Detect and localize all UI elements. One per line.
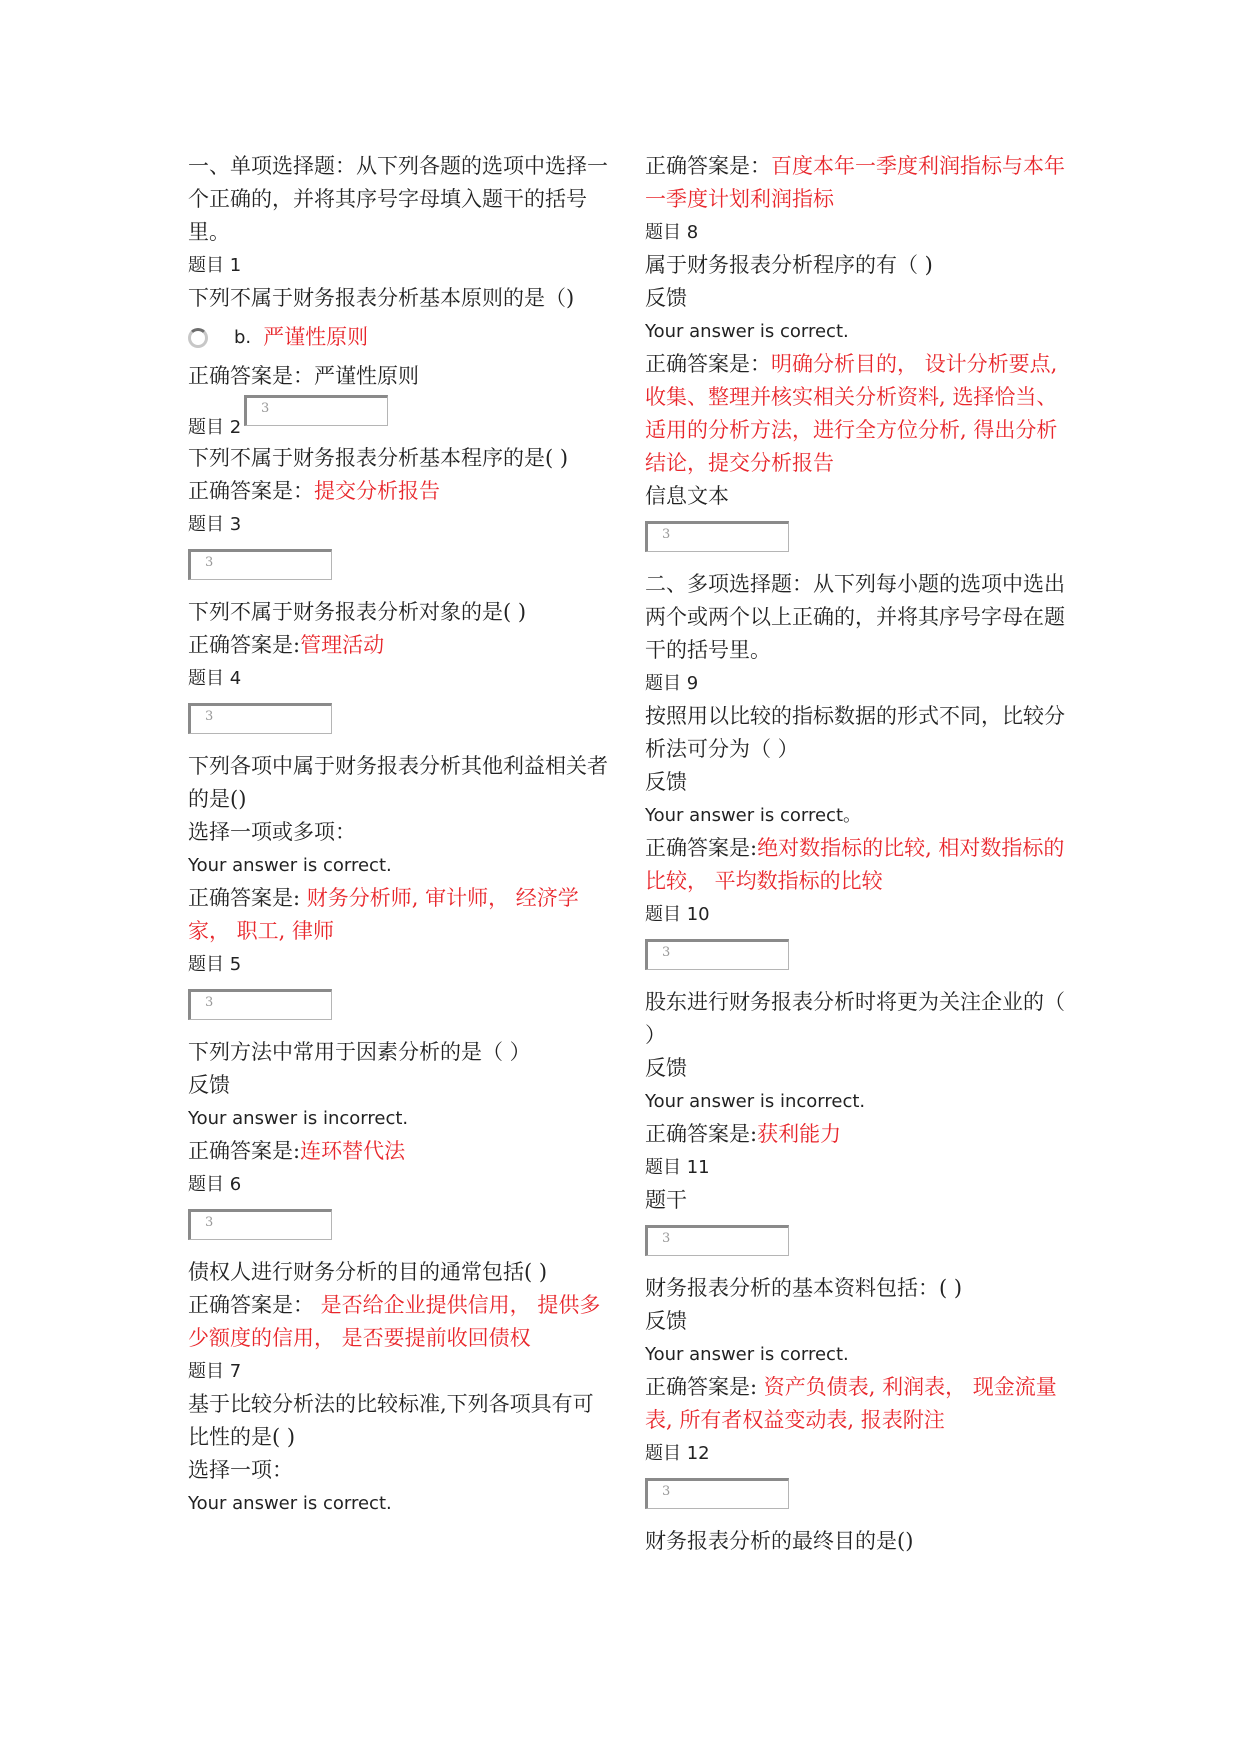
answer-result: Your answer is correct. (188, 1493, 392, 1514)
answer-result: Your answer is correct。 (645, 805, 862, 826)
question-label: 题目 8 (645, 222, 699, 243)
question-text: 财务报表分析的最终目的是() (645, 1529, 914, 1553)
right-column (645, 150, 1065, 1558)
question-text: 债权人进行财务分析的目的通常包括( ) (188, 1260, 548, 1284)
question-label: 题目 5 (188, 954, 242, 975)
correct-answer: 正确答案是：严谨性原则 (188, 364, 419, 388)
answer-option (188, 321, 608, 354)
feedback-label: 反馈 (188, 1073, 230, 1097)
question-text: 股东进行财务报表分析时将更为关注企业的（ ） (645, 990, 1065, 1047)
question-text: 按照用以比较的指标数据的形式不同，比较分析法可分为（ ） (645, 704, 1065, 761)
correct-answer: 正确答案是：百度本年一季度利润指标与本年一季度计划利润指标 (645, 154, 1065, 211)
feedback-label: 反馈 (645, 1309, 687, 1333)
question-label: 题目 9 (645, 673, 699, 694)
correct-answer: 正确答案是:获利能力 (645, 1122, 842, 1146)
feedback-label: 反馈 (645, 1056, 687, 1080)
answer-input-box[interactable]: 3 (188, 549, 332, 580)
answer-result: Your answer is correct. (188, 855, 392, 876)
question-text: 下列不属于财务报表分析基本程序的是( ) (188, 446, 569, 470)
correct-answer: 正确答案是:管理活动 (188, 633, 385, 657)
answer-input-box[interactable]: 3 (188, 703, 332, 734)
question-text: 属于财务报表分析程序的有（ ) (645, 253, 933, 277)
info-text: 信息文本 (645, 484, 729, 508)
question-stem-label: 题干 (645, 1188, 687, 1212)
radio-icon[interactable] (188, 328, 208, 348)
correct-answer: 正确答案是:绝对数指标的比较, 相对数指标的比较， 平均数指标的比较 (645, 836, 1065, 893)
answer-input-box[interactable]: 3 (645, 1478, 789, 1509)
answer-result: Your answer is correct. (645, 321, 849, 342)
correct-answer: 正确答案是：提交分析报告 (188, 479, 440, 503)
choose-hint: 选择一项或多项： (188, 820, 356, 844)
answer-input-box[interactable]: 3 (188, 1209, 332, 1240)
left-column (188, 150, 608, 1520)
question-label: 题目 2 (188, 417, 242, 438)
option-text: 严谨性原则 (263, 325, 369, 349)
correct-answer: 正确答案是: 资产负债表, 利润表， 现金流量表, 所有者权益变动表, 报表附注 (645, 1375, 1057, 1432)
question-label: 题目 1 (188, 255, 242, 276)
answer-result: Your answer is incorrect. (645, 1091, 866, 1112)
question-label: 题目 4 (188, 668, 242, 689)
correct-answer: 正确答案是： 是否给企业提供信用， 提供多少额度的信用， 是否要提前收回债权 (188, 1293, 601, 1350)
feedback-label: 反馈 (645, 770, 687, 794)
section-heading-multiple-choice: 二、多项选择题：从下列每小题的选项中选出两个或两个以上正确的，并将其序号字母在题干的括号里。 (645, 572, 1065, 662)
answer-result: Your answer is correct. (645, 1344, 849, 1365)
correct-answer: 正确答案是：明确分析目的， 设计分析要点, 收集、整理并核实相关分析资料, 选择恰当、适用的分析方法，进行全方位分析, 得出分析结论，提交分析报告 (645, 352, 1058, 475)
feedback-label: 反馈 (645, 286, 687, 310)
answer-input-box[interactable]: 3 (645, 521, 789, 552)
question-label: 题目 12 (645, 1443, 710, 1464)
question-text: 基于比较分析法的比较标准,下列各项具有可比性的是( ) (188, 1392, 594, 1449)
option-letter: b. (234, 327, 252, 348)
question-text: 下列不属于财务报表分析基本原则的是（) (188, 286, 575, 310)
answer-input-box[interactable]: 3 (188, 989, 332, 1020)
question-label: 题目 6 (188, 1174, 242, 1195)
question-label: 题目 11 (645, 1157, 710, 1178)
answer-input-box[interactable]: 3 (645, 939, 789, 970)
section-heading-single-choice: 一、单项选择题：从下列各题的选项中选择一个正确的，并将其序号字母填入题干的括号里。 (188, 154, 608, 244)
question-text: 下列各项中属于财务报表分析其他利益相关者的是() (188, 754, 608, 811)
question-label: 题目 10 (645, 904, 710, 925)
choose-hint: 选择一项： (188, 1458, 293, 1482)
correct-answer: 正确答案是: 财务分析师, 审计师， 经济学家， 职工, 律师 (188, 886, 579, 943)
question-label: 题目 3 (188, 514, 242, 535)
correct-answer: 正确答案是:连环替代法 (188, 1139, 406, 1163)
question-text: 下列方法中常用于因素分析的是（ ） (188, 1040, 531, 1064)
question-text: 下列不属于财务报表分析对象的是( ) (188, 600, 527, 624)
question-text: 财务报表分析的基本资料包括：( ) (645, 1276, 963, 1300)
question-label: 题目 7 (188, 1361, 242, 1382)
question-label-row (188, 399, 608, 438)
answer-result: Your answer is incorrect. (188, 1108, 409, 1129)
answer-input-box[interactable]: 3 (244, 395, 388, 426)
answer-input-box[interactable]: 3 (645, 1225, 789, 1256)
